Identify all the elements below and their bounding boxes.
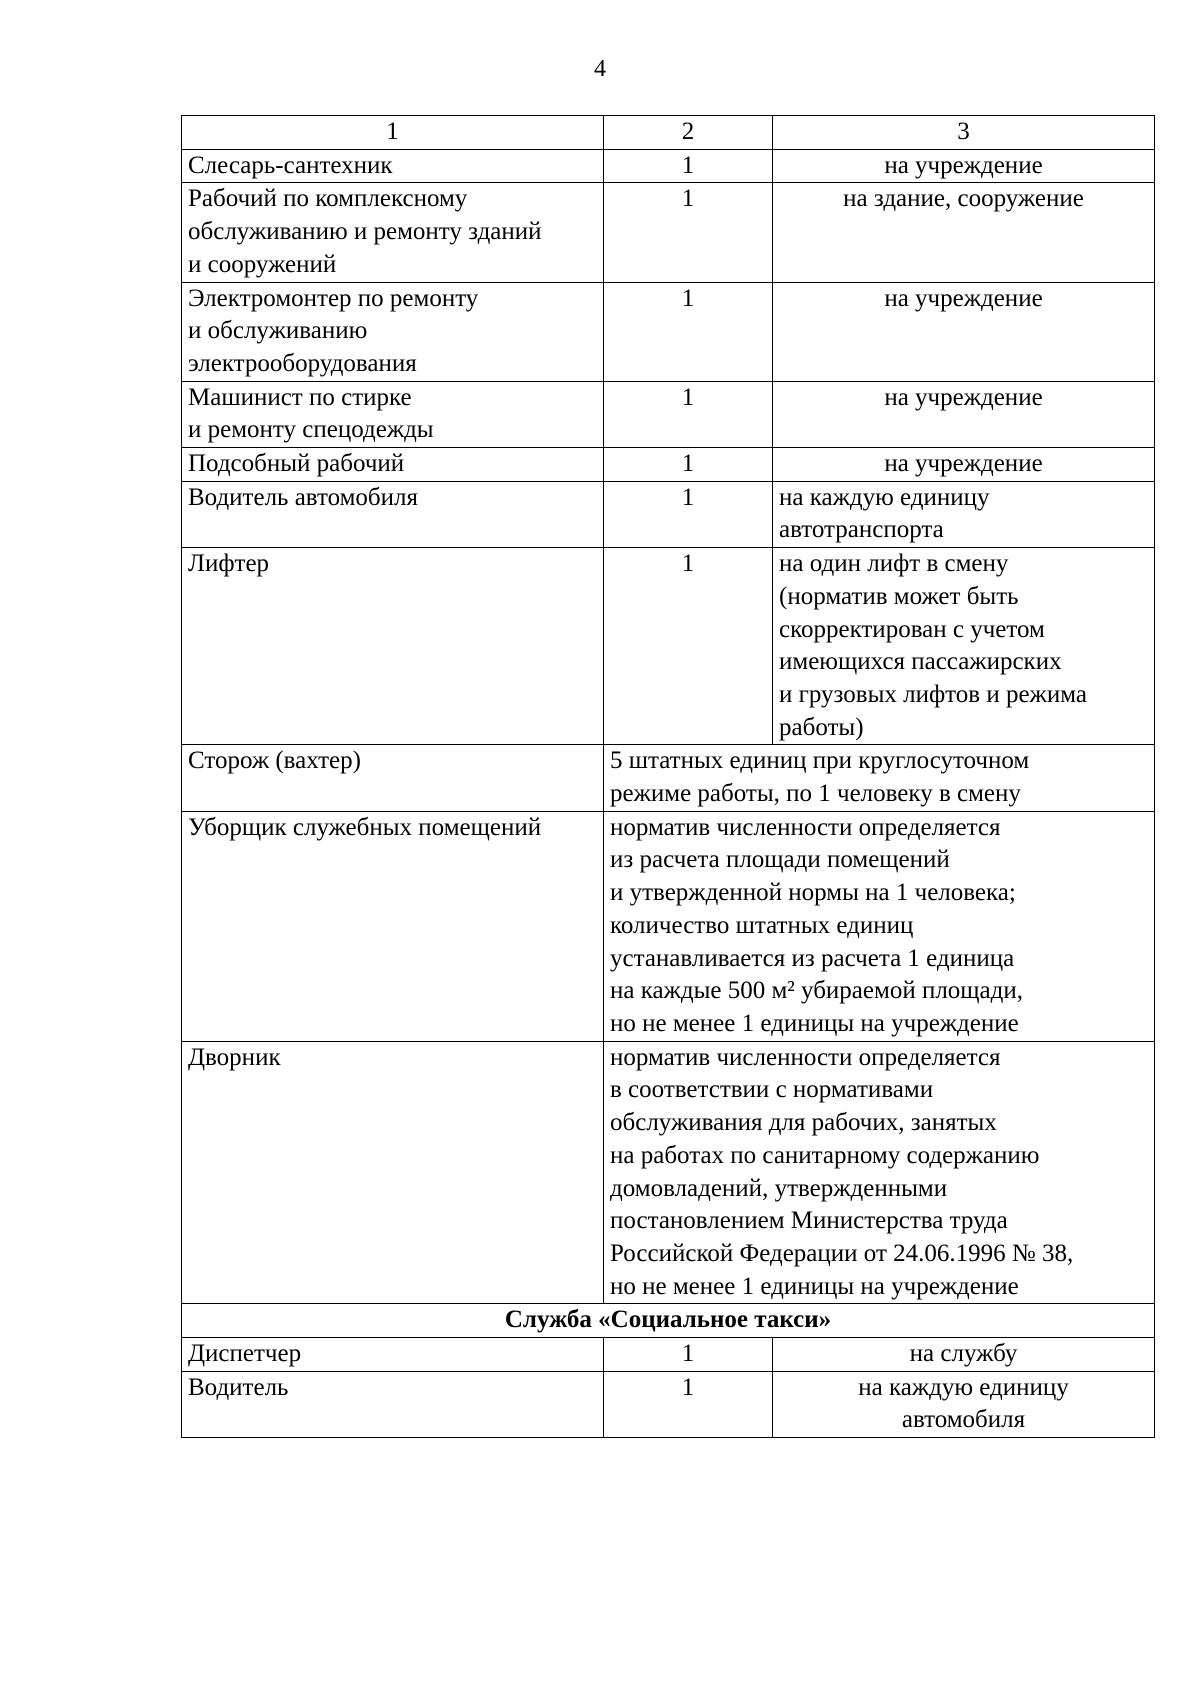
basis-cell: на учреждение (773, 149, 1155, 183)
table-row (182, 1371, 1155, 1437)
table-row (182, 381, 1155, 447)
position-cell: Диспетчер (182, 1338, 604, 1372)
column-header: 2 (604, 116, 773, 150)
position-cell: Рабочий по комплексному обслуживанию и ремонту зданий и сооружений (182, 183, 604, 282)
count-cell: 1 (604, 1338, 773, 1372)
count-cell: 1 (604, 448, 773, 482)
position-cell: Уборщик служебных помещений (182, 811, 604, 1041)
table-row (182, 282, 1155, 381)
basis-cell: на каждую единицу автотранспорта (773, 481, 1155, 547)
table-row (182, 811, 1155, 1041)
position-cell: Водитель (182, 1371, 604, 1437)
basis-cell: на один лифт в смену (норматив может быть скорректирован с учетом имеющихся пассажирских и грузовых лифтов и режима работы) (773, 548, 1155, 745)
table-row (182, 149, 1155, 183)
position-cell: Лифтер (182, 548, 604, 745)
table-row (182, 1338, 1155, 1372)
position-cell: Сторож (вахтер) (182, 745, 604, 811)
table-row (182, 481, 1155, 547)
count-cell: 1 (604, 548, 773, 745)
basis-cell: на службу (773, 1338, 1155, 1372)
position-cell: Слесарь-сантехник (182, 149, 604, 183)
norm-cell: норматив численности определяется из расчета площади помещений и утвержденной нормы на 1 человека; количество штатных единиц устанавливается из расчета 1 единица на каждые 500 м² убираемой площади, но не менее 1 единицы на учреждение (604, 811, 1155, 1041)
table-row (182, 448, 1155, 482)
position-cell: Дворник (182, 1041, 604, 1304)
count-cell: 1 (604, 481, 773, 547)
table-row (182, 183, 1155, 282)
basis-cell: на каждую единицу автомобиля (773, 1371, 1155, 1437)
count-cell: 1 (604, 183, 773, 282)
table-row (182, 745, 1155, 811)
count-cell: 1 (604, 282, 773, 381)
count-cell: 1 (604, 381, 773, 447)
column-header: 1 (182, 116, 604, 150)
norm-cell: норматив численности определяется в соответствии с нормативами обслуживания для рабочих, занятых на работах по санитарному содержанию домовладений, утвержденными постановлением Министерства труда Российской Федерации от 24.06.1996 № 38, но не менее 1 единицы на учреждение (604, 1041, 1155, 1304)
basis-cell: на учреждение (773, 448, 1155, 482)
section-header-row (182, 1304, 1155, 1338)
table-header-row (182, 116, 1155, 150)
count-cell: 1 (604, 149, 773, 183)
norm-cell: 5 штатных единиц при круглосуточном режиме работы, по 1 человеку в смену (604, 745, 1155, 811)
section-title: Служба «Социальное такси» (182, 1304, 1155, 1338)
count-cell: 1 (604, 1371, 773, 1437)
page-number: 4 (594, 56, 606, 82)
table-row (182, 548, 1155, 745)
basis-cell: на здание, сооружение (773, 183, 1155, 282)
position-cell: Электромонтер по ремонту и обслуживанию электрооборудования (182, 282, 604, 381)
position-cell: Подсобный рабочий (182, 448, 604, 482)
position-cell: Водитель автомобиля (182, 481, 604, 547)
table-row (182, 1041, 1155, 1304)
position-cell: Машинист по стирке и ремонту спецодежды (182, 381, 604, 447)
column-header: 3 (773, 116, 1155, 150)
staffing-table (181, 115, 1155, 1438)
basis-cell: на учреждение (773, 282, 1155, 381)
basis-cell: на учреждение (773, 381, 1155, 447)
